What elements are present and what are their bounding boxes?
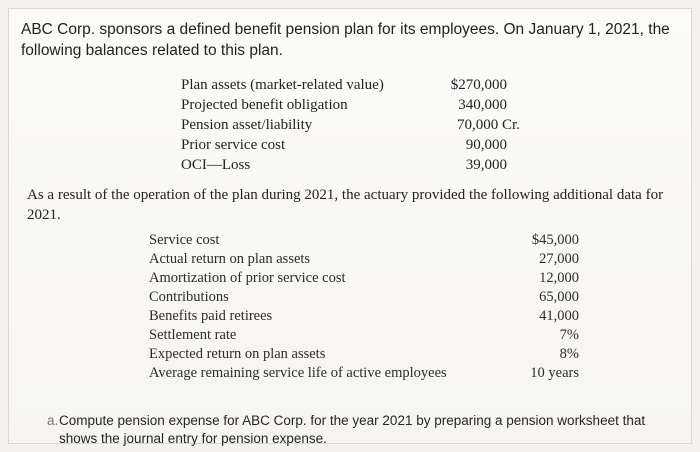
balance-value: 90,000	[465, 137, 507, 153]
data-row	[149, 231, 579, 250]
balance-label: Projected benefit obligation	[181, 97, 348, 113]
data-label: Contributions	[149, 289, 229, 305]
data-label: Settlement rate	[149, 327, 237, 343]
balance-value: $270,000	[450, 77, 507, 93]
data-value: 8%	[559, 346, 579, 362]
intro-paragraph: ABC Corp. sponsors a defined benefit pension plan for its employees. On January 1, 2021, the following balances related to this plan.	[21, 21, 670, 59]
data-label: Average remaining service life of active employees	[149, 365, 447, 381]
data-value: 7%	[559, 327, 579, 343]
balances-table	[181, 75, 531, 175]
data-value: 27,000	[539, 251, 579, 267]
balance-label: Pension asset/liability	[181, 117, 313, 133]
data-value: 65,000	[539, 289, 579, 305]
data-value: 10 years	[530, 365, 579, 381]
additional-data-paragraph: As a result of the operation of the plan during 2021, the actuary provided the following additional data for 2021.	[27, 187, 664, 223]
data-value: $45,000	[531, 232, 579, 248]
data-row	[149, 250, 579, 269]
balance-row	[181, 95, 531, 115]
data-value: 41,000	[539, 308, 579, 324]
question-marker: a.	[47, 413, 59, 428]
balance-row	[181, 155, 531, 175]
balance-label: Plan assets (market-related value)	[181, 77, 384, 93]
document-page	[8, 8, 692, 444]
data-row	[149, 269, 579, 288]
data-label: Actual return on plan assets	[149, 251, 311, 267]
balance-value: 70,000 Cr.	[457, 117, 520, 133]
data-row	[149, 345, 579, 364]
balance-row	[181, 135, 531, 155]
additional-data-table	[149, 231, 579, 383]
balance-row	[181, 115, 531, 135]
balance-value: 39,000	[465, 157, 507, 173]
data-label: Amortization of prior service cost	[149, 270, 346, 286]
data-label: Service cost	[149, 232, 220, 248]
balance-label: Prior service cost	[181, 137, 286, 153]
question-text: Compute pension expense for ABC Corp. for the year 2021 by preparing a pension worksheet that shows the journal entry for pension expense.	[59, 413, 646, 446]
balance-row	[181, 75, 531, 95]
balance-value: 340,000	[458, 97, 507, 113]
data-row	[149, 288, 579, 307]
data-row	[149, 307, 579, 326]
data-row	[149, 326, 579, 345]
balance-label: OCI—Loss	[181, 157, 251, 173]
question-a	[47, 412, 679, 448]
data-label: Expected return on plan assets	[149, 346, 326, 362]
data-row	[149, 364, 579, 383]
data-value: 12,000	[539, 270, 579, 286]
data-label: Benefits paid retirees	[149, 308, 273, 324]
